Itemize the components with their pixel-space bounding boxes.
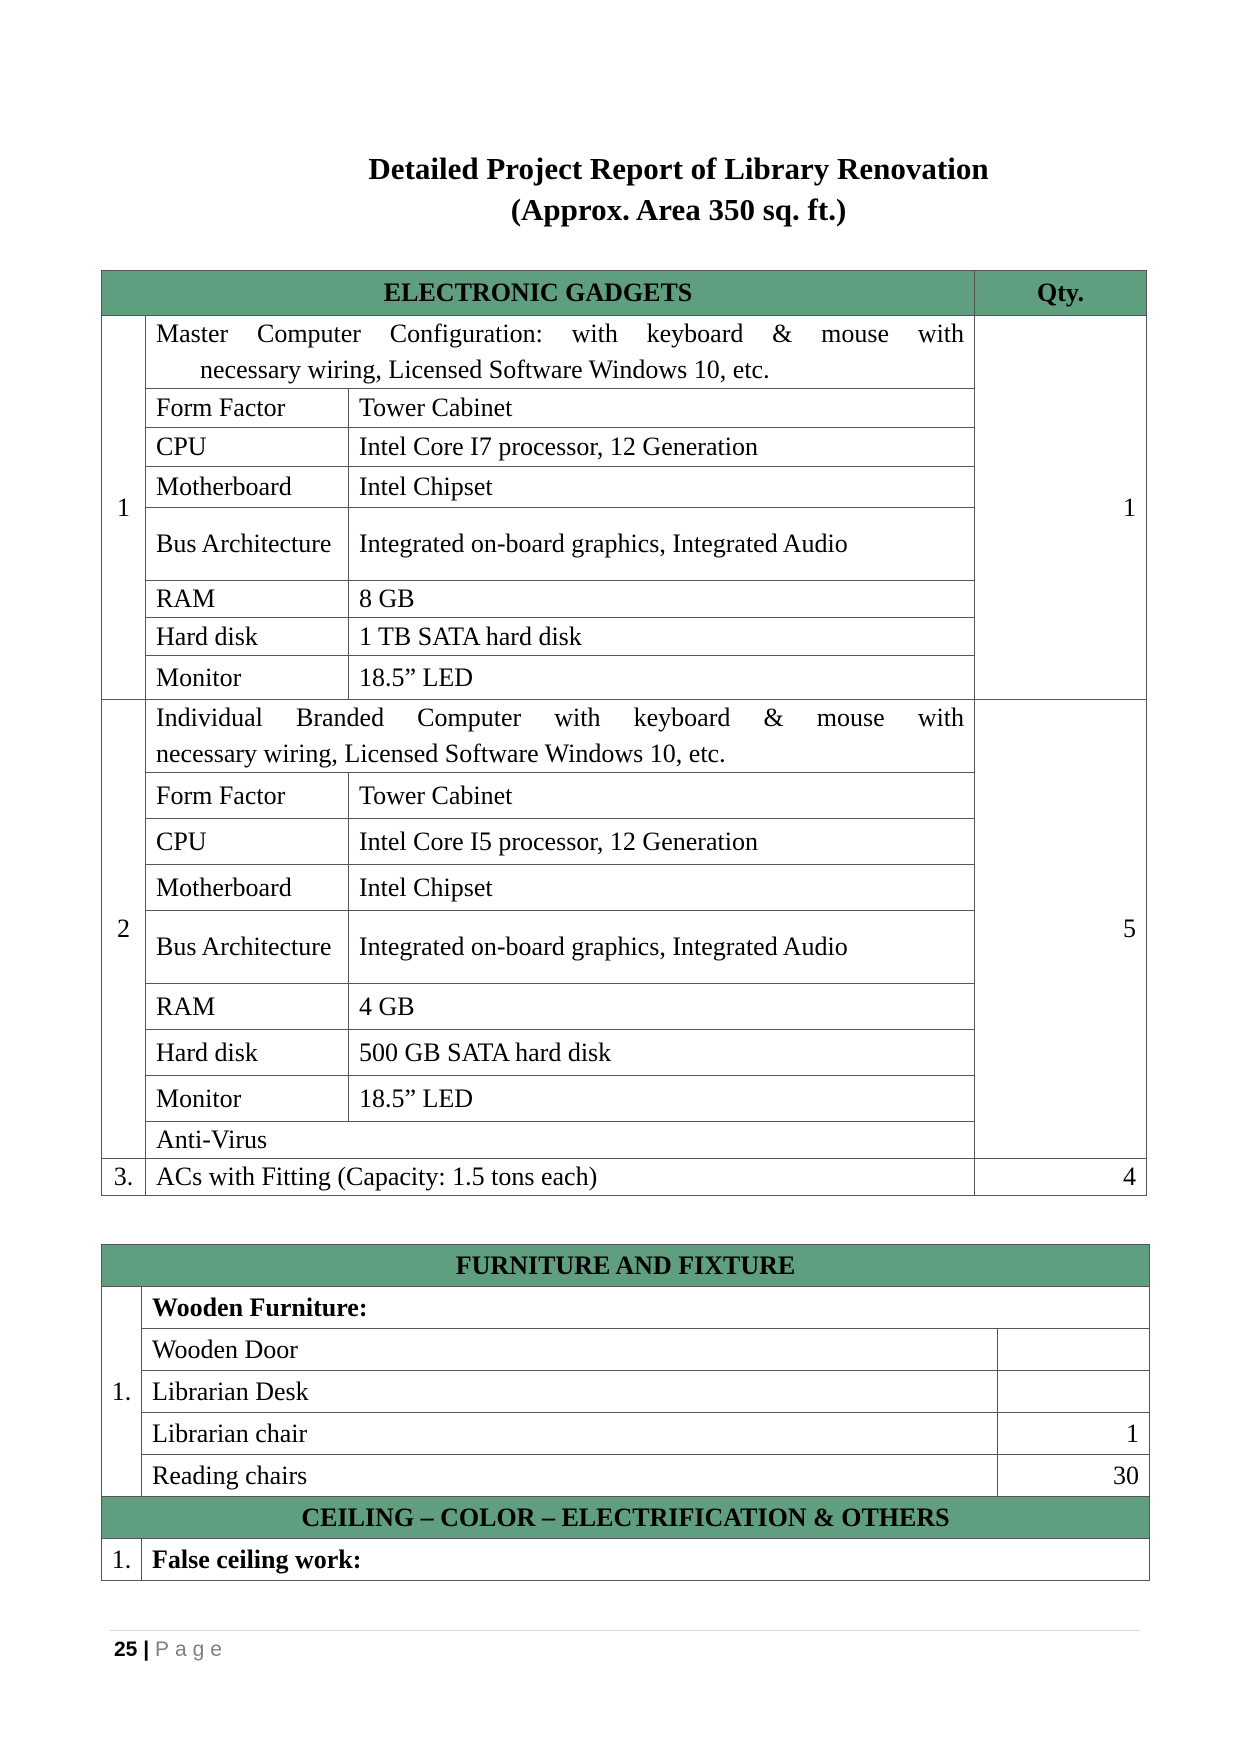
document-title [0,148,1241,230]
spec-value: Intel Chipset [349,467,975,508]
spec-value: 18.5” LED [349,656,975,700]
table-row [102,316,1147,389]
spec-label: Motherboard [146,865,349,911]
item-number: 3. [102,1159,146,1196]
spec-value: 4 GB [349,984,975,1030]
spec-label: Motherboard [146,467,349,508]
spec-value: Intel Core I7 processor, 12 Generation [349,428,975,467]
spec-value: Tower Cabinet [349,773,975,819]
spec-value: 500 GB SATA hard disk [349,1030,975,1076]
ceiling-header-row [102,1497,1150,1539]
spec-label: Bus Architecture [146,508,349,581]
false-ceiling-item: False ceiling work: [142,1539,1150,1581]
table-header-row [102,271,1147,316]
item-qty: 5 [975,700,1147,1159]
table-row [102,1371,1150,1413]
wooden-furniture-heading: Wooden Furniture: [142,1287,1150,1329]
furniture-header-row [102,1245,1150,1287]
furniture-item: Librarian chair [142,1413,998,1455]
spec-label: CPU [146,819,349,865]
table-row [102,700,1147,773]
item-number: 2 [102,700,146,1159]
footer-separator: | [143,1638,150,1661]
spec-value: 1 TB SATA hard disk [349,618,975,656]
anti-virus-row: Anti-Virus [146,1122,975,1159]
item-description: Individual Branded Computer with keyboard & mouse with necessary wiring, Licensed Software Windows 10, etc. [146,700,975,773]
spec-label: CPU [146,428,349,467]
furniture-qty: 1 [998,1413,1150,1455]
spec-value: 8 GB [349,581,975,618]
qty-heading: Qty. [975,271,1147,316]
furniture-item: Wooden Door [142,1329,998,1371]
table-row [102,1455,1150,1497]
item-qty: 1 [975,316,1147,700]
table-row [102,1413,1150,1455]
item-number: 1. [102,1287,142,1497]
spec-label: Hard disk [146,618,349,656]
spec-value: Integrated on-board graphics, Integrated Audio [349,911,975,984]
title-line-2: (Approx. Area 350 sq. ft.) [510,192,847,227]
furniture-qty [998,1329,1150,1371]
footer-divider [110,1630,1140,1631]
spec-value: Integrated on-board graphics, Integrated Audio [349,508,975,581]
spec-value: Tower Cabinet [349,389,975,428]
item-description: ACs with Fitting (Capacity: 1.5 tons each) [146,1159,975,1196]
spec-label: Bus Architecture [146,911,349,984]
item-description: Master Computer Configuration: with keyboard & mouse with necessary wiring, Licensed Software Windows 10, etc. [146,316,975,389]
ceiling-heading: CEILING – COLOR – ELECTRIFICATION & OTHERS [102,1497,1150,1539]
page-number: 25 [114,1638,138,1661]
furniture-qty [998,1371,1150,1413]
item-number: 1. [102,1539,142,1581]
spec-label: RAM [146,984,349,1030]
page-footer [114,1636,228,1664]
spec-label: Monitor [146,656,349,700]
page-label: Page [154,1638,228,1661]
spec-label: RAM [146,581,349,618]
item-number: 1 [102,316,146,700]
furniture-fixture-table [101,1244,1150,1581]
spec-value: Intel Core I5 processor, 12 Generation [349,819,975,865]
spec-value: 18.5” LED [349,1076,975,1122]
furniture-item: Librarian Desk [142,1371,998,1413]
table-row [102,1329,1150,1371]
furniture-heading: FURNITURE AND FIXTURE [102,1245,1150,1287]
electronic-gadgets-table [101,270,1147,1196]
table-row [102,1159,1147,1196]
item-qty: 4 [975,1159,1147,1196]
electronic-gadgets-heading: ELECTRONIC GADGETS [102,271,975,316]
furniture-qty: 30 [998,1455,1150,1497]
spec-label: Form Factor [146,389,349,428]
spec-label: Form Factor [146,773,349,819]
furniture-item: Reading chairs [142,1455,998,1497]
title-line-1: Detailed Project Report of Library Renovation [368,151,989,186]
table-row [102,1539,1150,1581]
spec-value: Intel Chipset [349,865,975,911]
table-row [102,1287,1150,1329]
spec-label: Monitor [146,1076,349,1122]
spec-label: Hard disk [146,1030,349,1076]
